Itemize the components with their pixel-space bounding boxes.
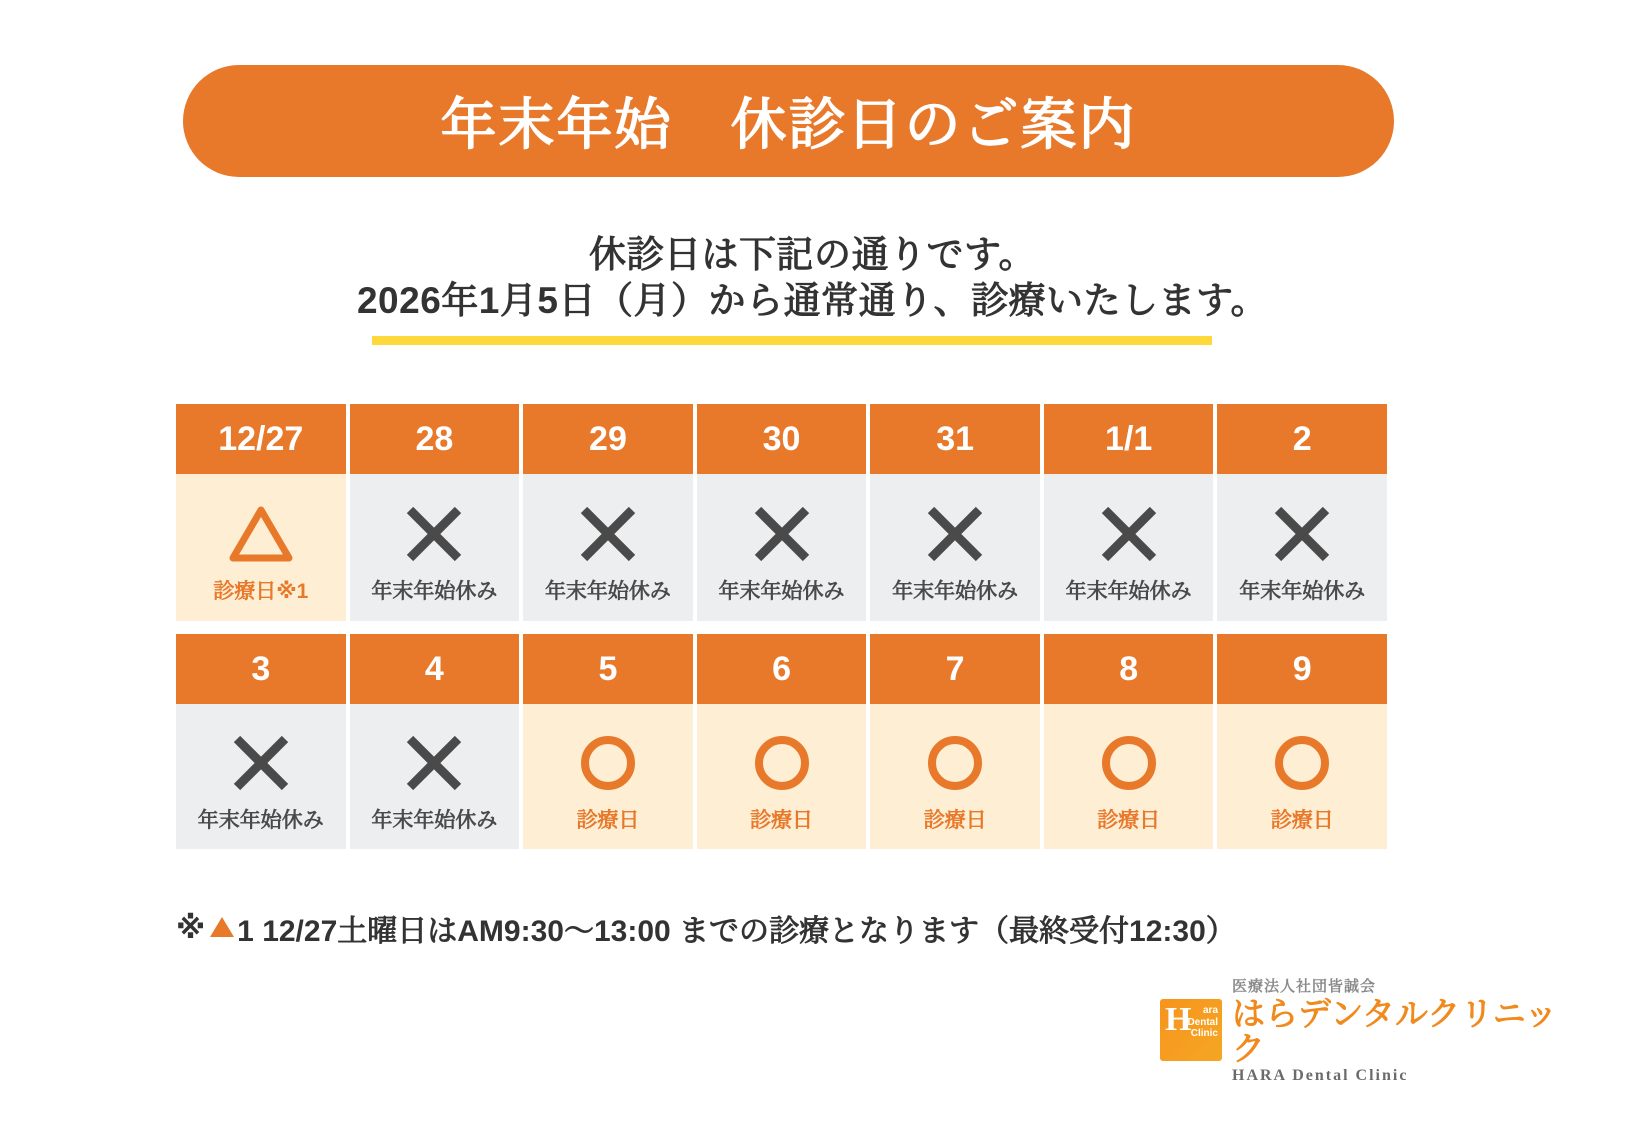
cross-icon: [403, 726, 465, 800]
clinic-logo: [1160, 978, 1570, 1084]
cross-icon: [577, 497, 639, 571]
calendar-cell-label: 診療日: [923, 808, 987, 832]
calendar-cell-label: 年末年始休み: [371, 579, 498, 603]
date-header-cell: 5: [523, 634, 697, 704]
circle-icon: [925, 726, 985, 800]
calendar-cell-label: 年末年始休み: [197, 808, 324, 832]
calendar-cell-label: 年末年始休み: [544, 579, 671, 603]
calendar-status-row-2: [176, 704, 1387, 849]
page-title-banner: [183, 65, 1394, 177]
date-header-cell: 30: [697, 404, 871, 474]
logo-mark-sub-line3: Clinic: [1190, 1028, 1218, 1039]
date-header-cell: 6: [697, 634, 871, 704]
highlight-underline: [372, 336, 1212, 345]
date-header-cell: 29: [523, 404, 697, 474]
lead-line-2: 2026年1月5日（月）から通常通り、診療いたします。: [356, 280, 1268, 322]
closure-calendar: [176, 404, 1387, 849]
circle-icon: [578, 726, 638, 800]
date-header-cell: 31: [870, 404, 1044, 474]
cross-icon: [924, 497, 986, 571]
date-header-cell: 4: [350, 634, 524, 704]
cross-icon: [1271, 497, 1333, 571]
logo-mark-subtext: [1187, 1005, 1218, 1040]
calendar-cell-label: 年末年始休み: [1065, 579, 1192, 603]
date-header-cell: 28: [350, 404, 524, 474]
date-header-cell: 12/27: [176, 404, 350, 474]
calendar-cell-label: 年末年始休み: [1239, 579, 1366, 603]
calendar-cell: [1217, 704, 1387, 849]
date-header-cell: 3: [176, 634, 350, 704]
footnote-text: 1 12/27土曜日はAM9:30〜13:00 までの診療となります（最終受付12:30）: [237, 915, 1236, 948]
date-header-cell: 7: [870, 634, 1044, 704]
calendar-header-row-2: [176, 634, 1387, 704]
calendar-cell-label: 年末年始休み: [718, 579, 845, 603]
date-header-cell: 8: [1044, 634, 1218, 704]
calendar-cell-label: 診療日※1: [213, 579, 309, 603]
calendar-cell-label: 診療日: [1270, 808, 1334, 832]
date-header-cell: 9: [1217, 634, 1387, 704]
lead-line-1: 休診日は下記の通りです。: [588, 234, 1037, 275]
lead-text-block: [0, 232, 1625, 325]
calendar-cell-label: 診療日: [750, 808, 814, 832]
logo-clinic-name: はらデンタルクリニック: [1232, 995, 1558, 1067]
triangle-icon: [228, 497, 294, 571]
calendar-cell: [176, 474, 350, 621]
cross-icon: [1098, 497, 1160, 571]
calendar-cell: [1044, 474, 1218, 621]
footnote-prefix: ※: [176, 911, 206, 945]
calendar-cell: [870, 474, 1044, 621]
calendar-row-gap: [176, 621, 1387, 634]
calendar-cell: [870, 704, 1044, 849]
calendar-cell-label: 診療日: [1097, 808, 1161, 832]
calendar-status-row-1: [176, 474, 1387, 621]
logo-mark-icon: [1160, 999, 1222, 1061]
calendar-cell-label: 年末年始休み: [892, 579, 1019, 603]
calendar-cell: [350, 474, 524, 621]
circle-icon: [1272, 726, 1332, 800]
logo-corporation: 医療法人社団皆誠会: [1232, 978, 1377, 996]
calendar-cell: [1217, 474, 1387, 621]
calendar-cell-label: 診療日: [576, 808, 640, 832]
calendar-cell-label: 年末年始休み: [371, 808, 498, 832]
date-header-cell: 1/1: [1044, 404, 1218, 474]
calendar-cell: [523, 704, 697, 849]
page-title: 年末年始 休診日のご案内: [440, 93, 1137, 156]
logo-mark-sub-line1: ara: [1202, 1005, 1218, 1016]
footnote: [176, 906, 1476, 950]
logo-clinic-name-en: HARA Dental Clinic: [1232, 1066, 1409, 1084]
calendar-cell: [1044, 704, 1218, 849]
calendar-cell: [350, 704, 524, 849]
calendar-cell: [697, 474, 871, 621]
calendar-cell: [697, 704, 871, 849]
circle-icon: [1099, 726, 1159, 800]
circle-icon: [752, 726, 812, 800]
logo-mark-letter: H: [1165, 1001, 1192, 1038]
cross-icon: [230, 726, 292, 800]
logo-text-block: [1232, 975, 1570, 1084]
cross-icon: [751, 497, 813, 571]
calendar-cell: [523, 474, 697, 621]
triangle-icon: [209, 913, 235, 947]
logo-mark-sub-line2: Dental: [1187, 1016, 1218, 1028]
cross-icon: [403, 497, 465, 571]
calendar-cell: [176, 704, 350, 849]
calendar-header-row-1: [176, 404, 1387, 474]
date-header-cell: 2: [1217, 404, 1387, 474]
